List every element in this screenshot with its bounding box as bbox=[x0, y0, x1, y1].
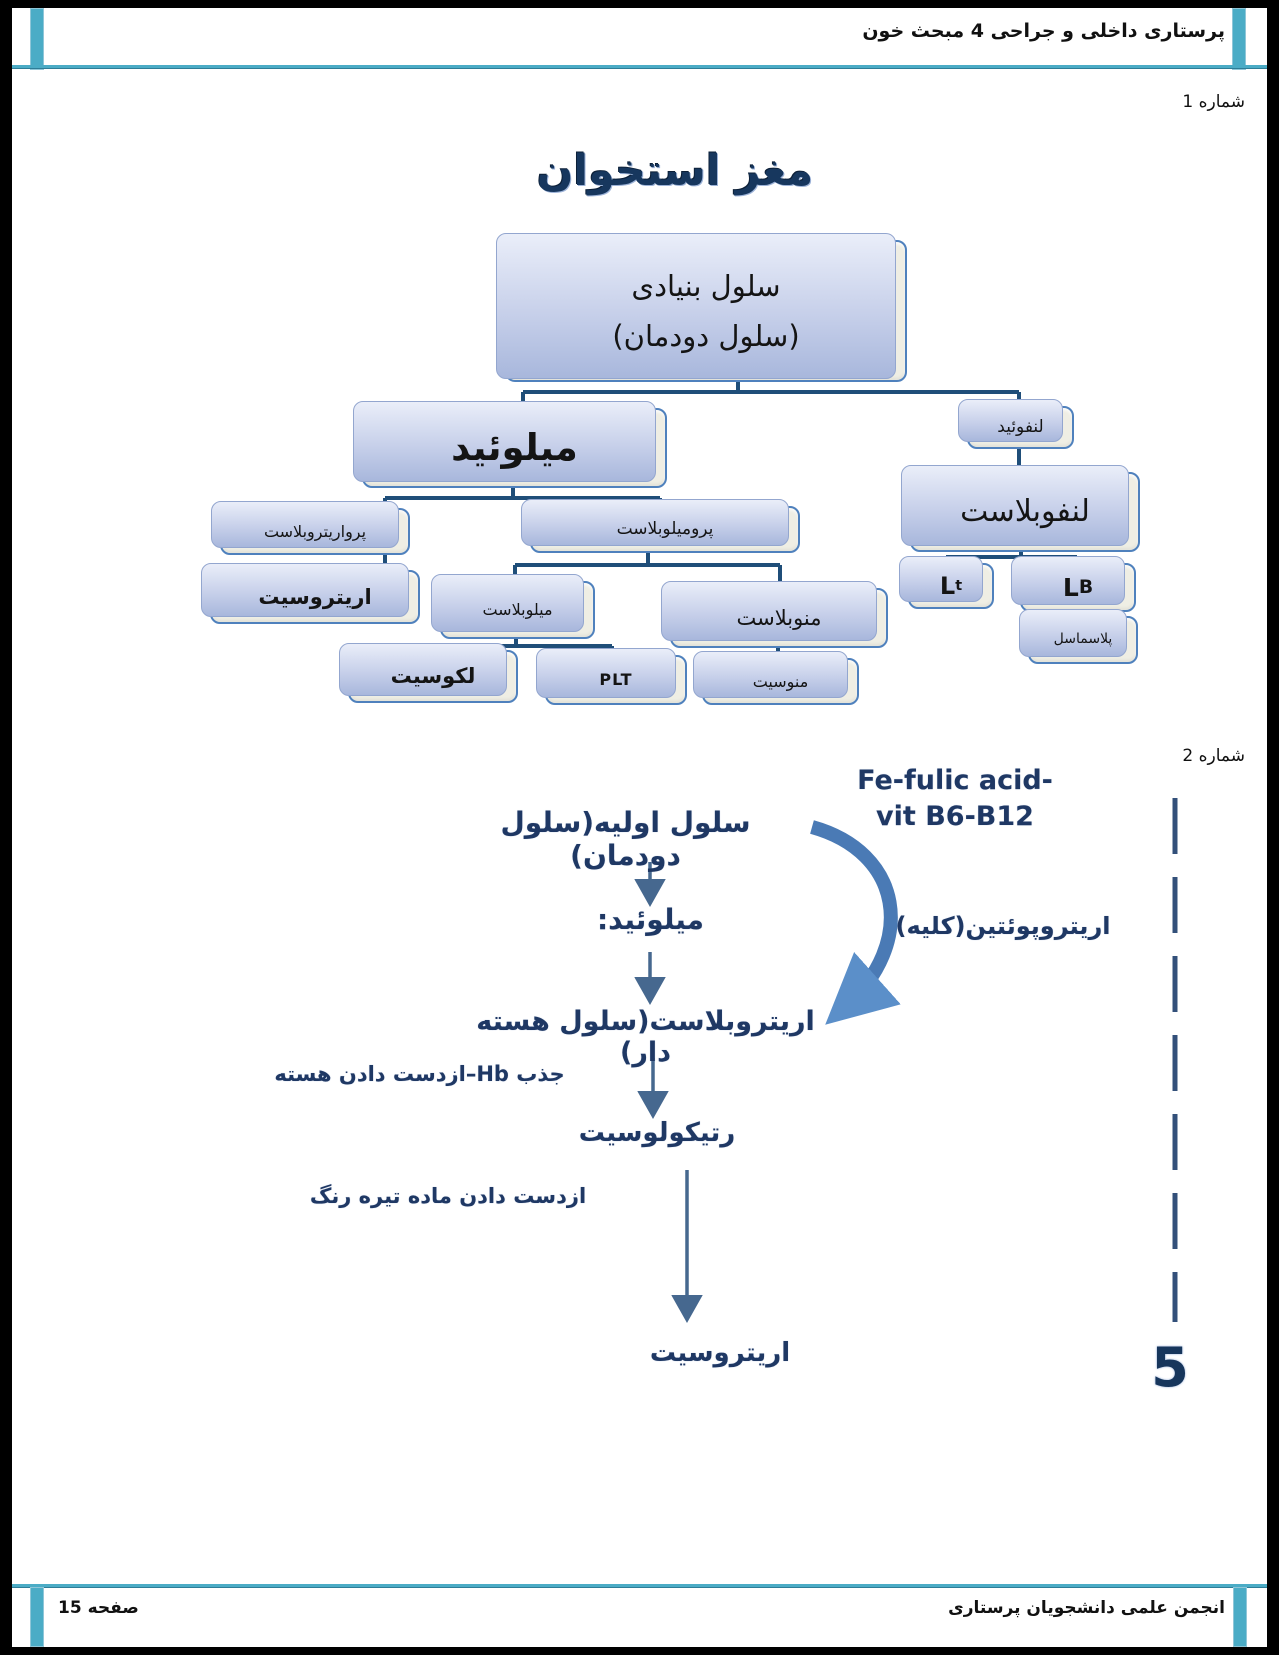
section2-label: شماره 2 bbox=[1182, 746, 1245, 766]
footer-page-number: صفحه 15 bbox=[58, 1598, 139, 1618]
node-myeloid: میلوئید bbox=[362, 408, 667, 488]
footer-bar-left bbox=[30, 1587, 44, 1647]
erythroblast-text: اریتروبلاست(سلول هسته دار) bbox=[476, 1006, 815, 1068]
section1-label: شماره 1 bbox=[1182, 92, 1245, 112]
node-plt: PLT bbox=[545, 655, 687, 705]
header-bar-right bbox=[1232, 8, 1246, 70]
node-erythrocyte: اریتروسیت bbox=[210, 570, 420, 624]
dark-note: ازدست دادن ماده تیره رنگ bbox=[309, 1184, 587, 1208]
node-proerythroblast: پرواریتروبلاست bbox=[220, 508, 410, 555]
diagram1-title: مغز استخوان bbox=[536, 146, 814, 196]
node-promyeloblast: پرومیلوبلاست bbox=[530, 506, 800, 553]
node-stem-cell: سلول بنیادی (سلول دودمان) bbox=[505, 240, 907, 382]
node-myeloblast: میلوبلاست bbox=[440, 581, 595, 639]
node-lymphoid: لنفوئید bbox=[967, 406, 1074, 449]
supplement-text: Fe-fulic acid- vit B6-B12 bbox=[857, 765, 1053, 833]
header-bar-left bbox=[30, 8, 44, 70]
header-rule bbox=[12, 65, 1267, 68]
myeloid-text: میلوئید: bbox=[596, 903, 705, 936]
node-monoblast: منوبلاست bbox=[670, 588, 888, 648]
big-page-number: 5 bbox=[1151, 1336, 1189, 1399]
reticulocyte-text: رتیکولوسیت bbox=[578, 1118, 736, 1148]
hb-note: جذب Hb–ازدست دادن هسته bbox=[274, 1062, 565, 1086]
footer-bar-right bbox=[1233, 1587, 1247, 1647]
footer-org: انجمن علمی دانشجویان پرستاری bbox=[948, 1598, 1225, 1618]
stem-cell-text: سلول اولیه(سلول دودمان) bbox=[500, 806, 751, 872]
header-title: پرستاری داخلی و جراحی 4 مبحث خون bbox=[862, 20, 1225, 42]
node-leukocyte: لکوسیت bbox=[348, 650, 518, 703]
node-plasma-cell: پلاسماسل bbox=[1028, 616, 1138, 664]
epo-text: اریتروپوئتین(کلیه) bbox=[895, 912, 1111, 940]
erythrocyte-text: اریتروسیت bbox=[649, 1338, 791, 1368]
node-monocyte: منوسیت bbox=[702, 658, 859, 705]
footer-rule bbox=[12, 1584, 1267, 1587]
node-lb: L B bbox=[1020, 563, 1136, 612]
node-lt: L t bbox=[908, 563, 994, 609]
node-lymphoblast: لنفوبلاست bbox=[910, 472, 1140, 552]
